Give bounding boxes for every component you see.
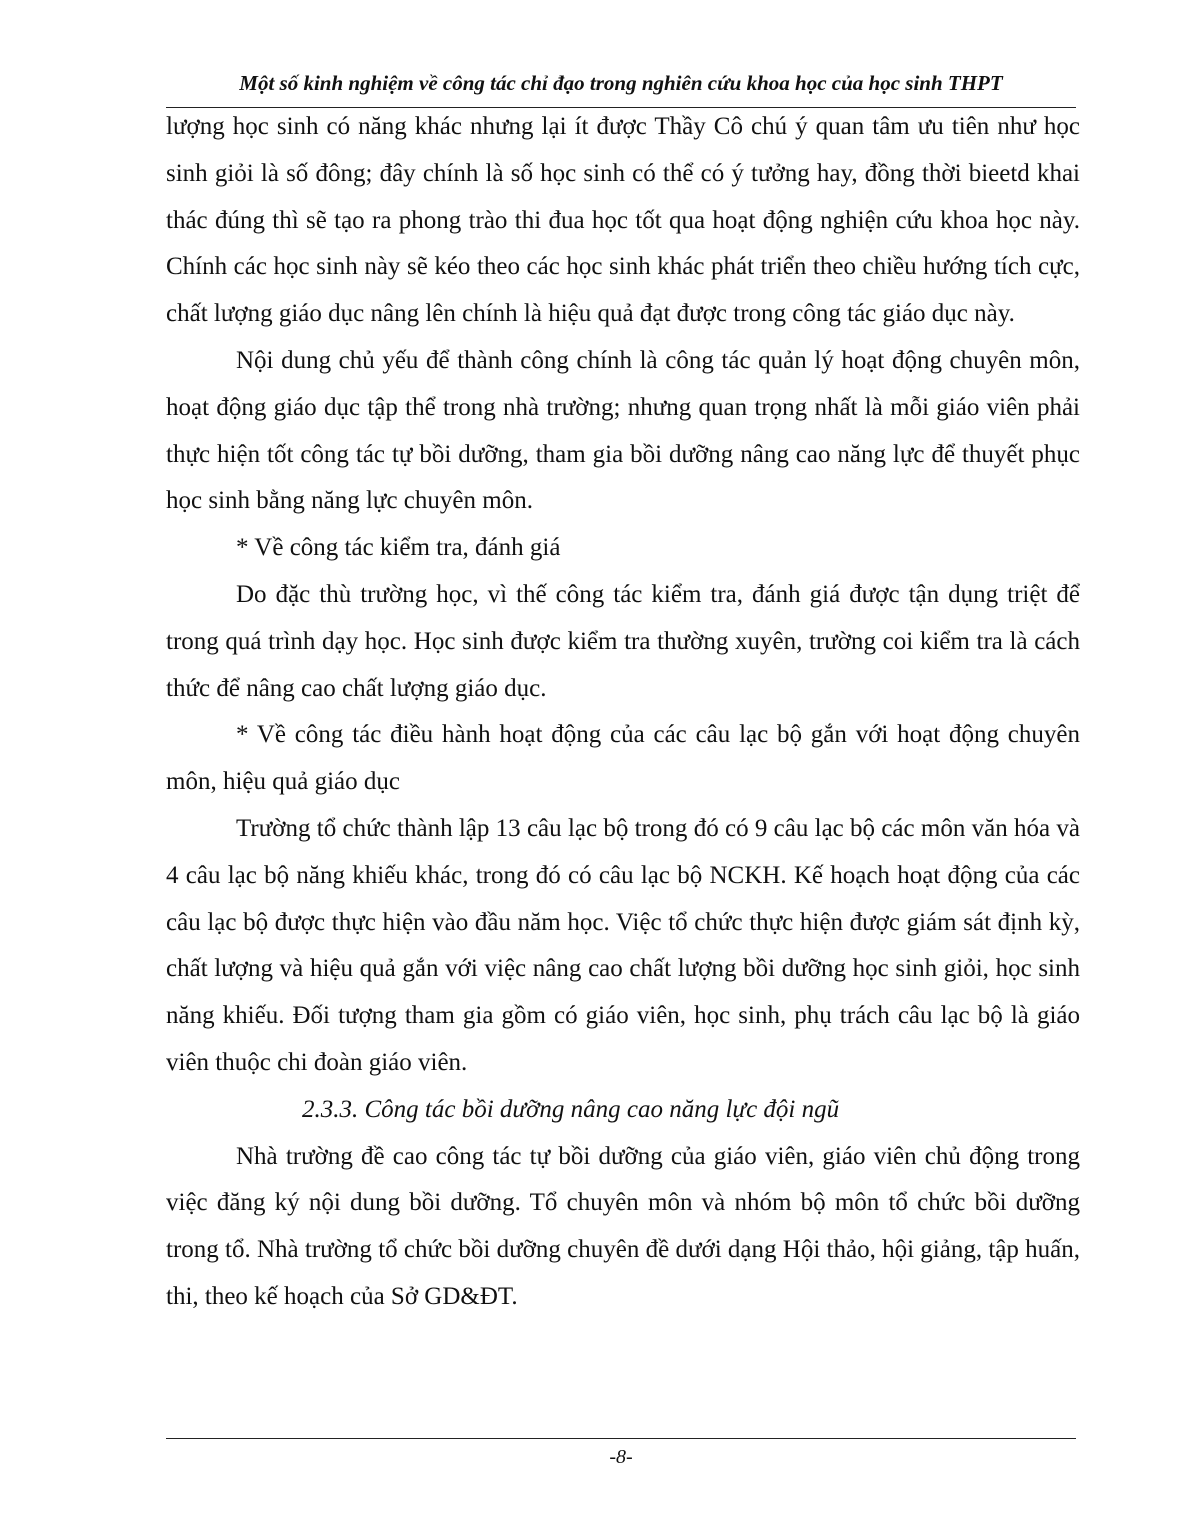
paragraph-assessment: Do đặc thù trường học, vì thế công tác kiểm tra, đánh giá được tận dụng triệt để trong quá trình dạy học. Học sinh được kiểm tra thường xuyên, trường coi kiểm tra là cách thức để nâng cao chất lượng giáo dục. <box>166 580 1080 702</box>
running-header: Một số kinh nghiệm về công tác chỉ đạo trong nghiên cứu khoa học của học sinh THPT <box>239 71 1003 95</box>
paragraph-training: Nhà trường đề cao công tác tự bồi dưỡng của giáo viên, giáo viên chủ động trong việc đăng ký nội dung bồi dưỡng. Tổ chuyên môn và nhóm bộ môn tổ chức bồi dưỡng trong tổ. Nhà trường tổ chức bồi dưỡng chuyên đề dưới dạng Hội thảo, hội giảng, tập huấn, thi, theo kế hoạch của Sở GD&ĐT. <box>166 1142 1080 1310</box>
section-heading-2-3-3: 2.3.3. Công tác bồi dưỡng nâng cao năng lực đội ngũ <box>302 1095 840 1123</box>
page-number: -8- <box>609 1446 633 1468</box>
paragraph-clubs: Trường tổ chức thành lập 13 câu lạc bộ trong đó có 9 câu lạc bộ các môn văn hóa và 4 câu lạc bộ năng khiếu khác, trong đó có câu lạc bộ NCKH. Kế hoạch hoạt động của các câu lạc bộ được thực hiện vào đầu năm học. Việc tổ chức thực hiện được giám sát định kỳ, chất lượng và hiệu quả gắn với việc nâng cao chất lượng bồi dưỡng học sinh giỏi, học sinh năng khiếu. Đối tượng tham gia gồm có giáo viên, học sinh, phụ trách câu lạc bộ là giáo viên thuộc chi đoàn giáo viên. <box>166 814 1080 1076</box>
paragraph-continuation: lượng học sinh có năng khác nhưng lại ít được Thầy Cô chú ý quan tâm ưu tiên như học sinh giỏi là số đông; đây chính là số học sinh có thể có ý tưởng hay, đồng thời bieetd khai thác đúng thì sẽ tạo ra phong trào thi đua học tốt qua hoạt động nghiện cứu khoa học này. Chính các học sinh này sẽ kéo theo các học sinh khác phát triển theo chiều hướng tích cực, chất lượng giáo dục nâng lên chính là hiệu quả đạt được trong công tác giáo dục này. <box>166 113 1080 328</box>
subheading-assessment: * Về công tác kiểm tra, đánh giá <box>236 534 561 562</box>
subheading-clubs: * Về công tác điều hành hoạt động của các câu lạc bộ gắn với hoạt động chuyên môn, hiệu quả giáo dục <box>166 721 1080 796</box>
paragraph-content-focus: Nội dung chủ yếu để thành công chính là công tác quản lý hoạt động chuyên môn, hoạt động giáo dục tập thể trong nhà trường; nhưng quan trọng nhất là mỗi giáo viên phải thực hiện tốt công tác tự bồi dưỡng, tham gia bồi dưỡng nâng cao năng lực để thuyết phục học sinh bằng năng lực chuyên môn. <box>166 346 1080 515</box>
document-body <box>166 104 1080 1321</box>
footer-divider <box>166 1438 1076 1439</box>
